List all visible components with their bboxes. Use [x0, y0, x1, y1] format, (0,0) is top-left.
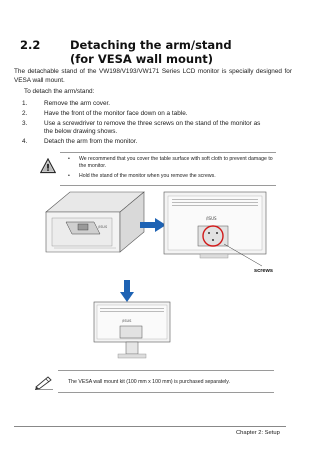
brand-mark: /ISUS: [98, 225, 108, 229]
step-item: [22, 100, 282, 108]
monitor-detached-arm-illustration: [92, 300, 172, 360]
note-bottom-rule: [58, 392, 274, 393]
brand-mark: /ISUS: [122, 319, 132, 323]
section-title-line2: (for VESA wall mount): [70, 52, 214, 66]
section-number: 2.2: [20, 38, 41, 52]
step-text: Detach the arm from the monitor.: [44, 138, 138, 145]
footer-rule: [14, 426, 286, 427]
step-text: Remove the arm cover.: [44, 100, 111, 107]
note-text: The VESA wall mount kit (100 mm x 100 mm) is purchased separately.: [68, 379, 230, 385]
step-number: 2.: [22, 110, 28, 117]
note-top-rule: [58, 370, 274, 371]
warning-triangle-icon: [40, 158, 56, 174]
caution-text: We recommend that you cover the table surface with soft cloth to prevent damage to the monitor.: [79, 156, 273, 169]
footer-chapter: Chapter 2: Setup: [236, 430, 280, 436]
step-item: [22, 120, 282, 136]
arrow-down-icon: [120, 280, 134, 302]
step-item: [22, 110, 282, 118]
screws-label: screws: [254, 268, 273, 274]
step-item: [22, 138, 282, 146]
intro-paragraph: The detachable stand of the VW198/V193/VW171 Series LCD monitor is specially designed for VESA wall mount.: [14, 68, 292, 84]
caution-bottom-rule: [60, 185, 276, 186]
monitor-with-stand-illustration: [40, 188, 150, 260]
caution-bullet: •: [68, 156, 70, 162]
step-text: Use a screwdriver to remove the three screws on the stand of the monitor as the below drawing shows.: [44, 120, 261, 135]
step-number: 3.: [22, 120, 28, 127]
step-text: Have the front of the monitor face down on a table.: [44, 110, 188, 117]
caution-top-rule: [60, 152, 276, 153]
procedure-lead: To detach the arm/stand:: [24, 88, 95, 95]
section-title-line1: Detaching the arm/stand: [70, 38, 232, 52]
caution-text: Hold the stand of the monitor when you remove the screws.: [79, 173, 216, 179]
step-number: 1.: [22, 100, 28, 107]
caution-bullet: •: [68, 173, 70, 179]
pen-note-icon: [34, 374, 54, 390]
brand-mark: /ISUS: [206, 216, 217, 221]
step-number: 4.: [22, 138, 28, 145]
monitor-back-screws-illustration: [162, 190, 274, 270]
